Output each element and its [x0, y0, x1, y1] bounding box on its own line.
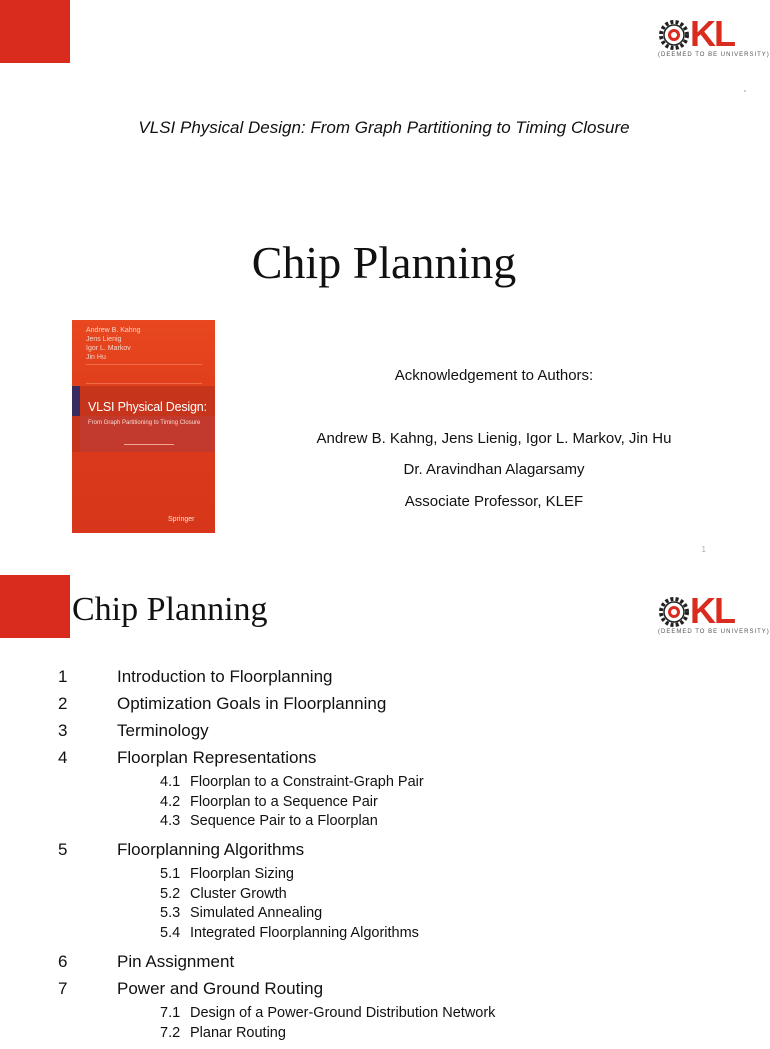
red-corner-block — [0, 575, 70, 638]
toc-item-number: 6 — [58, 951, 68, 971]
toc-item — [0, 746, 768, 773]
toc-subitem — [0, 1004, 768, 1024]
toc-item-number: 4 — [58, 748, 68, 767]
toc-subitem — [0, 793, 768, 813]
toc-subitem — [0, 812, 768, 832]
toc-item — [0, 950, 768, 977]
toc-item — [0, 977, 768, 1004]
toc-item-title: Floorplan Representations — [117, 748, 317, 767]
acknowledgement-authors: Andrew B. Kahng, Jens Lienig, Igor L. Markov, Jin Hu — [316, 430, 672, 447]
toc-spacer — [0, 1043, 768, 1049]
book-author: Jens Lienig — [86, 336, 122, 343]
logo-letters: KL — [690, 13, 734, 54]
book-band-accent — [72, 386, 80, 416]
toc-subitem-title: Integrated Floorplanning Algorithms — [190, 925, 419, 942]
kl-university-logo — [658, 590, 770, 637]
slide-title: Chip Planning — [251, 237, 517, 288]
book-publisher: Springer — [168, 516, 195, 523]
red-corner-block — [0, 0, 70, 63]
book-title-band — [72, 386, 215, 452]
toc-subitem-title: Sequence Pair to a Floorplan — [190, 813, 378, 830]
toc-item-title: Floorplanning Algorithms — [117, 840, 305, 860]
book-cover-subtitle: From Graph Partitioning to Timing Closure — [88, 420, 201, 426]
presenter-position: Associate Professor, KLEF — [404, 493, 584, 510]
toc-subitem-number: 5.4 — [160, 925, 181, 942]
book-author: Jin Hu — [86, 354, 106, 361]
edge-mark — [744, 90, 746, 92]
toc-subitem-title: Design of a Power-Ground Distribution Network — [190, 1004, 496, 1021]
book-authors — [86, 326, 140, 362]
book-title: VLSI Physical Design: — [88, 400, 207, 414]
book-cover — [72, 320, 215, 533]
toc-subitem-title: Floorplan to a Constraint-Graph Pair — [190, 774, 424, 790]
slide-title: Chip Planning — [72, 591, 268, 628]
toc-subitem — [0, 1024, 768, 1044]
toc-item — [0, 719, 768, 746]
book-author: Igor L. Markov — [86, 345, 131, 352]
toc-subitem-title: Simulated Annealing — [190, 905, 323, 922]
toc-item-title: Optimization Goals in Floorplanning — [117, 694, 387, 713]
gear-emblem-icon — [658, 596, 690, 628]
toc-item — [0, 692, 768, 719]
toc-item-number: 5 — [58, 840, 68, 860]
toc-subitem — [0, 924, 768, 944]
book-divider — [124, 444, 174, 445]
toc-subitem-title: Cluster Growth — [190, 885, 287, 902]
page-number: 1 — [701, 545, 706, 554]
book-subtitle: VLSI Physical Design: From Graph Partitioning to Timing Closure — [138, 118, 630, 137]
outline-slide — [0, 575, 770, 1041]
toc-subitem — [0, 773, 768, 793]
toc-subitem-number: 4.3 — [160, 813, 181, 830]
logo-letters: KL — [690, 590, 734, 631]
toc-item-title: Pin Assignment — [117, 951, 235, 971]
toc-subitem-title: Floorplan to a Sequence Pair — [190, 793, 378, 810]
book-author: Andrew B. Kahng — [86, 327, 141, 334]
toc-item-title: Introduction to Floorplanning — [117, 667, 333, 686]
logo-tagline: (DEEMED TO BE UNIVERSITY) — [658, 629, 770, 635]
toc-item-title: Power and Ground Routing — [117, 978, 324, 998]
toc-subitem — [0, 865, 768, 885]
toc-item — [0, 665, 768, 692]
toc-subitem-number: 7.2 — [160, 1024, 181, 1041]
table-of-contents — [0, 665, 768, 1049]
toc-subitem-number: 5.2 — [160, 885, 181, 902]
toc-subitem-title: Floorplan Sizing — [190, 866, 294, 883]
toc-item-title: Terminology — [117, 721, 209, 740]
toc-item-number: 7 — [58, 978, 68, 998]
book-stripes — [86, 364, 202, 384]
acknowledgement-heading: Acknowledgement to Authors: — [394, 367, 594, 384]
toc-subitem-title: Planar Routing — [190, 1024, 286, 1041]
toc-item-number: 3 — [58, 721, 68, 740]
toc-subitem-number: 4.1 — [160, 774, 181, 790]
toc-subitem-number: 5.1 — [160, 866, 181, 883]
toc-subitem-number: 4.2 — [160, 793, 181, 810]
gear-emblem-icon — [658, 19, 690, 51]
toc-item — [0, 838, 768, 865]
toc-subitem-number: 7.1 — [160, 1004, 181, 1021]
toc-subitem — [0, 885, 768, 905]
presenter-name: Dr. Aravindhan Alagarsamy — [403, 461, 585, 478]
kl-university-logo — [658, 13, 770, 60]
logo-tagline: (DEEMED TO BE UNIVERSITY) — [658, 52, 770, 58]
toc-subitem-number: 5.3 — [160, 905, 181, 922]
toc-item-number: 2 — [58, 694, 68, 713]
toc-item-number: 1 — [58, 667, 68, 686]
toc-subitem — [0, 904, 768, 924]
